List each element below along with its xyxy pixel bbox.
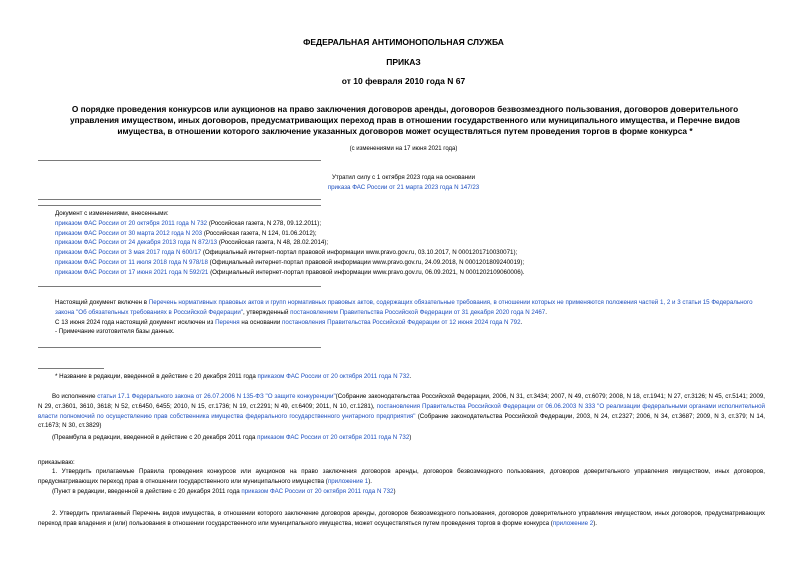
list-item: приказом ФАС России от 3 мая 2017 года N 600/17 (Официальный интернет-портал правовой информации www.pravo.gov.ru, 03.10.2017, N 0001201710030071); [55, 249, 518, 257]
database-notice [55, 298, 767, 337]
law-135-link[interactable]: статьи 17.1 Федерального закона от 26.07.2006 N 135-ФЗ "О защите конкуренции" [97, 393, 336, 400]
lost-force-notice [0, 173, 807, 193]
divider [38, 347, 321, 348]
footnote-divider [38, 368, 104, 369]
change-link[interactable]: приказом ФАС России от 20 октября 2011 года N 732 [55, 219, 208, 227]
divider [38, 160, 321, 161]
change-link[interactable]: приказом ФАС России от 3 мая 2017 года N 600/17 [55, 249, 202, 257]
postanovlenie-792-link[interactable]: постановления Правительства Российской Федерации от 12 июня 2024 года N 792 [282, 318, 521, 326]
order-point-1-note: (Пункт в редакции, введенной в действие с 20 декабря 2011 года приказом ФАС России от 20 октября 2011 года N 732) [52, 488, 396, 495]
point-note-link[interactable]: приказом ФАС России от 20 октября 2011 года N 732 [241, 488, 394, 495]
document-date: от 10 февраля 2010 года N 67 [341, 76, 466, 86]
order-point-1: 1. Утвердить прилагаемые Правила проведения конкурсов или аукционов на право заключения договоров аренды, договоров безвозмездного пользования, договоров доверительного управления имуществом, иных договоров, предусматривающих переход прав в отношении государственного или муниципального имущества (приложение 1). [38, 468, 765, 485]
order-label: приказываю: [38, 459, 75, 466]
preamble: Во исполнение статьи 17.1 Федерального закона от 26.07.2006 N 135-ФЗ "О защите конкуренции"(Собрание законодательства Российской Федерации, 2006, N 31, ст.3434; 2007, N 49, ст.6079; 2008, N 18, ст.1941; N 27, ст.3126; N 45, ст.5141; 2009, N 29, ст.3601, 3610, 3618; N 52, ст.6450, 6455; 2010, N 15, ст.1736; N 19, ст.2291; N 49, ст.6409; 2011, N 10, ст.1281), постановления Правительства Российской Федерации от 06.06.2003 N 333 "О реализации федеральными органами исполнительной власти полномочий по осуществлению прав собственника имущества федерального государственного унитарного предприятия" (Собрание законодательства Российской Федерации, 2003, N 24, ст.2327; 2006, N 34, ст.3687; 2009, N 3, ст.379; N 14, ст.1673; N 30, ст.3829) [38, 393, 766, 430]
footnote: * Название в редакции, введенной в действие с 20 декабря 2011 года приказом ФАС России от 20 октября 2011 года N 732. [55, 373, 412, 380]
document-title: О порядке проведения конкурсов или аукционов на право заключения договоров аренды, договоров безвозмездного пользования, договоров доверительного управления имуществом, иных договоров, предусматривающих переход прав в отношении государственного или муниципального имущества, и Перечне видов имущества, в отношении которого заключение указанных договоров может осуществляться путем проведения торгов в форме конкурса * [70, 104, 740, 136]
list-item: приказом ФАС России от 11 июля 2018 года N 978/18 (Официальный интернет-портал правовой информации www.pravo.gov.ru, 24.09.2018, N 0001201809240019); [55, 258, 525, 266]
changes-list [55, 209, 765, 278]
perechen-short-link[interactable]: Перечня [215, 318, 240, 326]
footnote-link[interactable]: приказом ФАС России от 20 октября 2011 года N 732 [257, 373, 410, 380]
notice-paragraph: Настоящий документ включен в Перечень нормативных правовых актов и групп нормативных правовых актов, содержащих обязательные требования, в отношении которых не применяются положения частей 1, 2 и 3 статьи 15 Федерального закона "Об обязательных требованиях в Российской Федерации", утвержденный постановлением Правительства Российской Федерации от 31 декабря 2020 года N 2467. [55, 299, 753, 316]
appendix-1-link[interactable]: приложение 1 [327, 477, 369, 485]
appendix-2-link[interactable]: приложение 2 [552, 519, 594, 527]
edition-note: (с изменениями на 17 июня 2021 года) [349, 146, 458, 152]
lost-force-text: Утратил силу с 1 октября 2023 года на основании [331, 174, 476, 181]
list-item: приказом ФАС России от 20 октября 2011 года N 732 (Российская газета, N 278, 09.12.2011); [55, 219, 322, 227]
organization-name: ФЕДЕРАЛЬНАЯ АНТИМОНОПОЛЬНАЯ СЛУЖБА [303, 37, 504, 47]
list-item: приказом ФАС России от 24 декабря 2013 года N 872/13 (Российская газета, N 48, 28.02.2014); [55, 239, 329, 247]
list-item: приказом ФАС России от 17 июня 2021 года N 592/21 (Официальный интернет-портал правовой информации www.pravo.gov.ru, 06.09.2021, N 0001202109060006). [55, 268, 525, 276]
changes-intro: Документ с изменениями, внесенными: [55, 210, 169, 217]
order-point-2: 2. Утвердить прилагаемый Перечень видов имущества, в отношении которого заключение договоров аренды, договоров безвозмездного пользования, договоров доверительного управления имуществом, иных договоров, предусматривающих переход прав владения и (или) пользования в отношении государственного или муниципального имущества, может осуществляться путем проведения торгов в форме конкурса (приложение 2). [38, 510, 765, 527]
preamble-note: (Преамбула в редакции, введенной в действие с 20 декабря 2011 года приказом ФАС России от 20 октября 2011 года N 732) [52, 434, 412, 441]
preamble-note-link[interactable]: приказом ФАС России от 20 октября 2011 года N 732 [257, 434, 410, 441]
notice-note: - Примечание изготовителя базы данных. [55, 328, 175, 336]
change-link[interactable]: приказом ФАС России от 11 июля 2018 года N 978/18 [55, 258, 208, 266]
change-link[interactable]: приказом ФАС России от 30 марта 2012 года N 203 [55, 229, 203, 237]
divider [38, 205, 321, 206]
divider [38, 199, 321, 200]
perechen-link[interactable]: Перечень нормативных правовых актов и групп нормативных правовых актов, содержащих обязательные требования, в отношении которых не применяются положения частей 1, 2 и 3 статьи 15 Федерального закона "Об обязательных требованиях в Российской Федерации" [55, 299, 753, 316]
list-item: приказом ФАС России от 30 марта 2012 года N 203 (Российская газета, N 124, 01.06.2012); [55, 229, 317, 237]
lost-force-link[interactable]: приказа ФАС России от 21 марта 2023 года N 147/23 [327, 184, 480, 191]
divider [38, 286, 321, 287]
postanovlenie-2467-link[interactable]: постановлением Правительства Российской Федерации от 31 декабря 2020 года N 2467 [290, 308, 546, 316]
document-type: ПРИКАЗ [386, 57, 421, 67]
postanovlenie-333-link[interactable]: постановления Правительства Российской Федерации от 06.06.2003 N 333 "О реализации федеральными органами исполнительной власти полномочий по осуществлению прав собственника имущества федерального государственного унитарного предприятия" [38, 402, 765, 420]
change-link[interactable]: приказом ФАС России от 24 декабря 2013 года N 872/13 [55, 239, 218, 247]
change-link[interactable]: приказом ФАС России от 17 июня 2021 года N 592/21 [55, 268, 209, 276]
notice-paragraph: С 13 июня 2024 года настоящий документ исключен из Перечня на основании постановления Правительства Российской Федерации от 12 июня 2024 года N 792. [55, 318, 523, 326]
